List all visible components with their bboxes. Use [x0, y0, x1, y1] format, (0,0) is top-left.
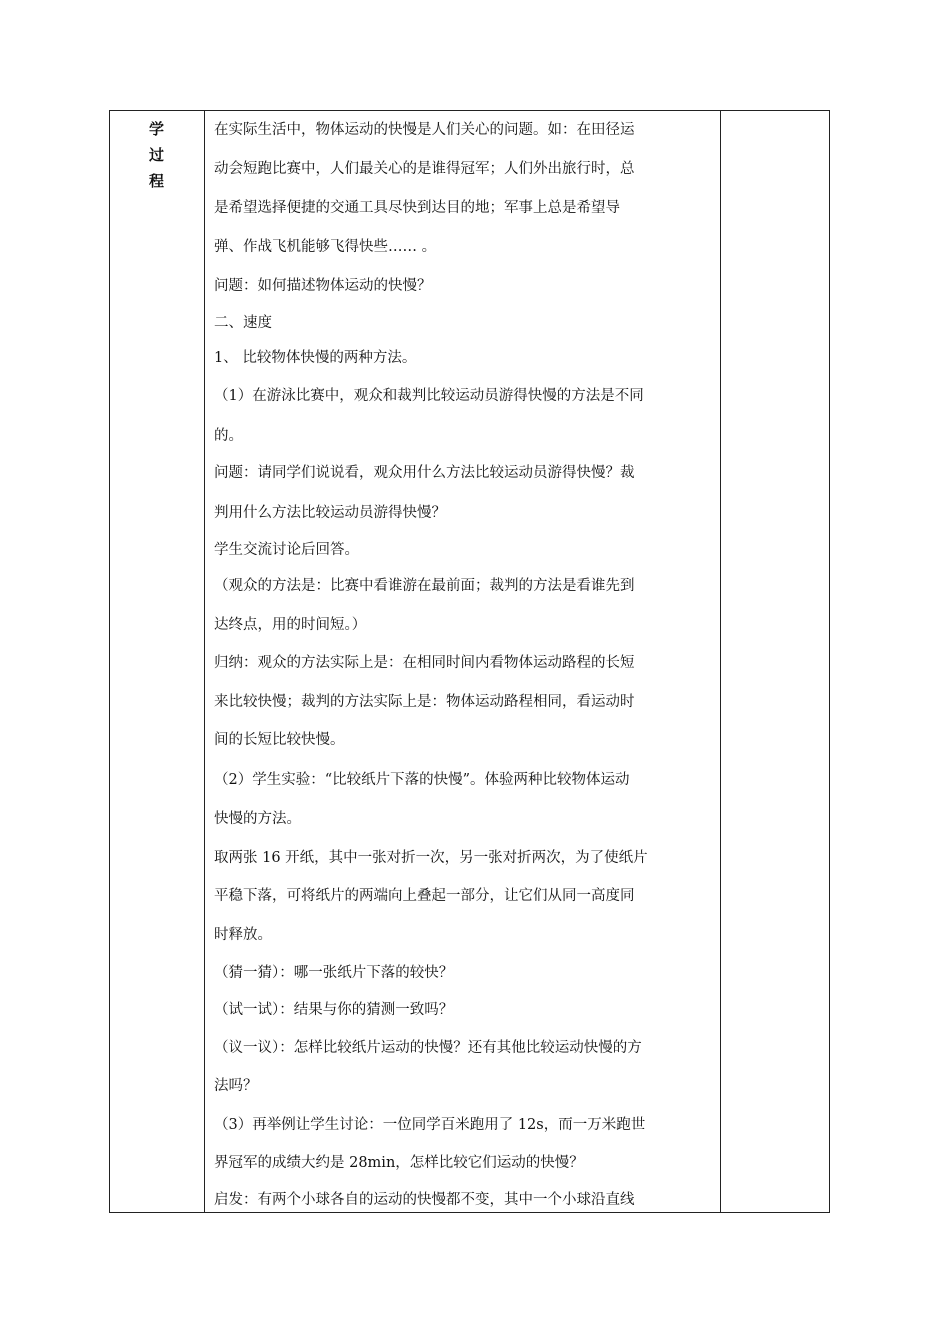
text-line: 取两张 16 开纸，其中一张对折一次，另一张对折两次，为了使纸片	[214, 850, 648, 866]
text-line: 二、速度	[214, 315, 272, 331]
text-line: 间的长短比较快慢。	[214, 732, 345, 748]
text-line: 1、 比较物体快慢的两种方法。	[214, 350, 417, 366]
section-label-char: 学	[148, 120, 164, 138]
column-divider-left	[204, 110, 205, 1213]
text-line: 弹、作战飞机能够飞得快些…… 。	[214, 239, 437, 255]
text-line: 达终点，用的时间短。）	[214, 617, 367, 633]
text-line: （猜一猜）：哪一张纸片下落的较快？	[214, 965, 454, 981]
text-line: （2）学生实验：“比较纸片下落的快慢”。体验两种比较物体运动	[214, 772, 630, 788]
text-line: 学生交流讨论后回答。	[214, 542, 359, 558]
text-line: 界冠军的成绩大约是 28min，怎样比较它们运动的快慢？	[214, 1155, 584, 1171]
text-line: 问题：如何描述物体运动的快慢？	[214, 278, 432, 294]
text-line: 归纳：观众的方法实际上是：在相同时间内看物体运动路程的长短	[214, 655, 635, 671]
text-line: 平稳下落，可将纸片的两端向上叠起一部分，让它们从同一高度同	[214, 888, 635, 904]
section-label-char: 程	[148, 172, 164, 190]
text-line: （观众的方法是：比赛中看谁游在最前面；裁判的方法是看谁先到	[214, 578, 635, 594]
section-label	[109, 116, 204, 194]
text-line: 快慢的方法。	[214, 811, 301, 827]
text-line: （议一议）：怎样比较纸片运动的快慢？还有其他比较运动快慢的方	[214, 1040, 642, 1056]
text-line: 问题：请同学们说说看，观众用什么方法比较运动员游得快慢？裁	[214, 465, 635, 481]
text-line: 判用什么方法比较运动员游得快慢？	[214, 505, 446, 521]
section-label-char: 过	[148, 146, 164, 164]
column-divider-right	[720, 110, 721, 1213]
text-line: 时释放。	[214, 927, 272, 943]
text-line: （3）再举例让学生讨论：一位同学百米跑用了 12s，而一万米跑世	[214, 1117, 646, 1133]
text-line: （试一试）：结果与你的猜测一致吗？	[214, 1002, 454, 1018]
text-line: 是希望选择便捷的交通工具尽快到达目的地；军事上总是希望导	[214, 200, 620, 216]
text-line: 法吗？	[214, 1078, 258, 1094]
text-line: （1）在游泳比赛中，观众和裁判比较运动员游得快慢的方法是不同	[214, 388, 644, 404]
text-line: 来比较快慢；裁判的方法实际上是：物体运动路程相同，看运动时	[214, 694, 635, 710]
text-line: 的。	[214, 428, 243, 444]
text-line: 动会短跑比赛中，人们最关心的是谁得冠军；人们外出旅行时，总	[214, 161, 635, 177]
text-line: 在实际生活中，物体运动的快慢是人们关心的问题。如：在田径运	[214, 122, 635, 138]
text-line: 启发：有两个小球各自的运动的快慢都不变，其中一个小球沿直线	[214, 1192, 635, 1208]
